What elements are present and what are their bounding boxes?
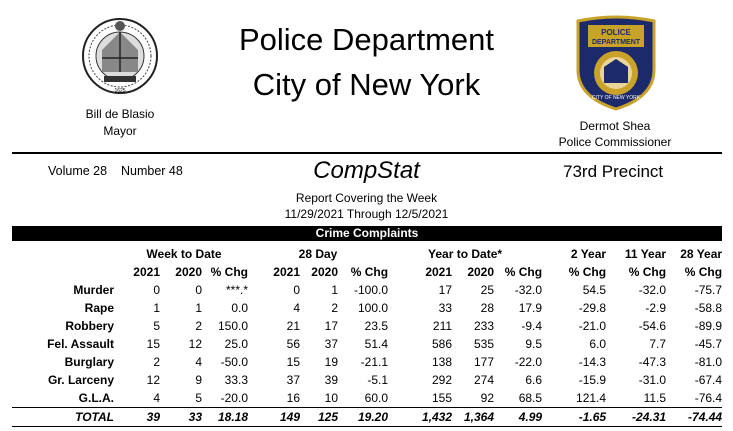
table-cell: 125 [300,408,338,427]
row-label: Robbery [65,319,114,333]
row-label: Rape [84,301,114,315]
table-cell: 535 [474,337,495,351]
table-row [12,317,722,335]
table-cell: 10 [324,391,338,405]
table-cell: -2.9 [645,301,667,315]
commissioner-name: Dermot Shea [579,119,651,133]
nyc-seal-icon [80,10,160,102]
mayor-title: Mayor [103,124,137,138]
table-cell: 17 [324,319,338,333]
row-label: Burglary [64,355,114,369]
table-cell: 15 [146,337,160,351]
table-cell: 25.0 [224,337,248,351]
mayor-name: Bill de Blasio [85,107,155,121]
group-week: Week to Date [146,247,222,261]
seal-year: 1625 [114,88,126,94]
table-cell: -74.44 [666,408,722,427]
table-cell: 15 [286,355,300,369]
table-cell: 11.5 [643,391,667,405]
table-cell: 150.0 [217,319,248,333]
subheader: 2021 [425,265,453,279]
table-cell: 33 [160,408,202,427]
precinct: 73rd Precinct [563,162,664,181]
table-cell: 0 [293,283,300,297]
table-cell: 17 [438,283,453,297]
group-11-year: 11 Year [624,247,667,261]
table-cell: 9.5 [525,337,543,351]
table-cell: 138 [432,355,453,369]
subheader: % Chg [628,265,667,279]
table-cell: -100.0 [354,283,389,297]
nypd-badge-icon [574,15,658,111]
table-cell: 4 [153,391,160,405]
table-cell: 18.18 [202,408,248,427]
table-cell: -47.3 [638,355,667,369]
table-cell: 2 [195,319,202,333]
table-cell: -20.0 [220,391,248,405]
table-cell: 4 [293,301,300,315]
table-cell: -67.4 [694,373,723,387]
group-header-row [12,245,722,263]
table-cell: 21 [286,319,300,333]
table-cell: -32.0 [514,283,543,297]
title-line-2: City of New York [252,67,481,102]
table-cell: 39 [120,408,160,427]
table-cell: -50.0 [220,355,248,369]
badge-text-top: POLICE [601,28,631,37]
crime-complaints-banner: Crime Complaints [12,226,722,241]
commissioner-title: Police Commissioner [558,135,672,149]
table-cell: 233 [474,319,495,333]
table-cell: 1 [331,283,338,297]
group-2-year: 2 Year [570,247,607,261]
table-cell: -1.65 [542,408,606,427]
table-row [12,299,722,317]
table-cell: -58.8 [694,301,723,315]
table-cell: 2 [153,355,160,369]
table-cell: 19.20 [338,408,388,427]
table-cell: 211 [432,319,453,333]
table-cell: 100.0 [358,301,389,315]
table-cell: 2 [331,301,338,315]
table-cell: 16 [286,391,300,405]
table-cell: 4 [195,355,202,369]
subheader: 2020 [467,265,495,279]
subheader: 2020 [175,265,202,279]
subheader: % Chg [350,265,389,279]
volume: Volume 28 [48,164,108,178]
table-cell: ***.* [225,283,248,297]
table-cell: -5.1 [367,373,389,387]
subheader: 2020 [311,265,338,279]
table-row [12,353,722,371]
group-ytd: Year to Date* [428,247,503,261]
table-cell: 33 [438,301,453,315]
table-cell: 12 [188,337,202,351]
table-row [12,335,722,353]
table-cell: -31.0 [638,373,667,387]
table-cell: -9.4 [521,319,543,333]
table-cell: 292 [432,373,453,387]
table-cell: 12 [146,373,160,387]
table-cell: 177 [474,355,495,369]
subheader: 2021 [273,265,300,279]
row-label: G.L.A. [78,391,114,405]
report-name: CompStat [313,157,420,184]
table-cell: -54.6 [638,319,667,333]
subheader: % Chg [504,265,543,279]
table-cell: 1,432 [388,408,452,427]
table-cell: 56 [286,337,300,351]
row-label: TOTAL [12,408,120,427]
subheader: % Chg [568,265,607,279]
table-cell: 1,364 [452,408,494,427]
table-cell: 25 [480,283,495,297]
table-row [12,281,722,299]
table-cell: 149 [248,408,300,427]
table-cell: 121.4 [576,391,607,405]
table-cell: 9 [195,373,202,387]
date-range: 11/29/2021 Through 12/5/2021 [284,207,449,221]
badge-text-mid: DEPARTMENT [591,39,641,46]
table-cell: 1 [195,301,202,315]
table-cell: -32.0 [638,283,667,297]
table-cell: 51.4 [364,337,389,351]
crime-table [12,245,722,427]
table-cell: 37 [324,337,338,351]
table-cell: 92 [480,391,495,405]
table-cell: -14.3 [578,355,607,369]
table-row [12,389,722,408]
table-cell: 0 [195,283,202,297]
group-28-year: 28 Year [680,247,723,261]
table-cell: 23.5 [364,319,389,333]
table-cell: -21.1 [360,355,389,369]
row-label: Fel. Assault [47,337,114,351]
table-cell: 586 [432,337,453,351]
table-cell: 37 [286,373,300,387]
table-cell: 155 [432,391,453,405]
table-cell: -45.7 [694,337,723,351]
table-cell: 19 [324,355,338,369]
table-cell: 6.0 [589,337,607,351]
table-cell: 1 [153,301,160,315]
table-cell: 0 [153,283,160,297]
table-cell: 33.3 [224,373,248,387]
title-line-1: Police Department [238,22,494,57]
table-cell: 274 [474,373,495,387]
table-cell: -75.7 [694,283,723,297]
table-cell: -15.9 [578,373,607,387]
table-cell: 5 [153,319,160,333]
table-cell: 68.5 [518,391,543,405]
table-cell: -29.8 [578,301,607,315]
table-cell: 39 [324,373,338,387]
sub-header-row [12,263,722,281]
table-cell: 60.0 [364,391,389,405]
group-28-day: 28 Day [298,247,338,261]
table-cell: 28 [480,301,495,315]
table-cell: -89.9 [694,319,723,333]
table-cell: 17.9 [518,301,543,315]
table-cell: 0.0 [231,301,248,315]
number: Number 48 [121,164,183,178]
row-label: Gr. Larceny [47,373,114,387]
table-cell: -24.31 [606,408,666,427]
table-row [12,371,722,389]
badge-text-ring: CITY OF NEW YORK [591,95,641,101]
row-label: Murder [73,283,114,297]
table-cell: -76.4 [694,391,723,405]
table-cell: 5 [195,391,202,405]
covering-label: Report Covering the Week [295,191,438,205]
table-cell: -21.0 [578,319,607,333]
table-cell: -81.0 [694,355,723,369]
table-cell: 4.99 [494,408,542,427]
table-cell: 7.7 [649,337,667,351]
subheader: 2021 [133,265,160,279]
total-row [12,408,722,427]
header-rule [12,152,722,154]
table-cell: -22.0 [514,355,543,369]
subheader: % Chg [210,265,248,279]
subheader: % Chg [684,265,723,279]
table-cell: 54.5 [582,283,607,297]
table-cell: 6.6 [525,373,543,387]
